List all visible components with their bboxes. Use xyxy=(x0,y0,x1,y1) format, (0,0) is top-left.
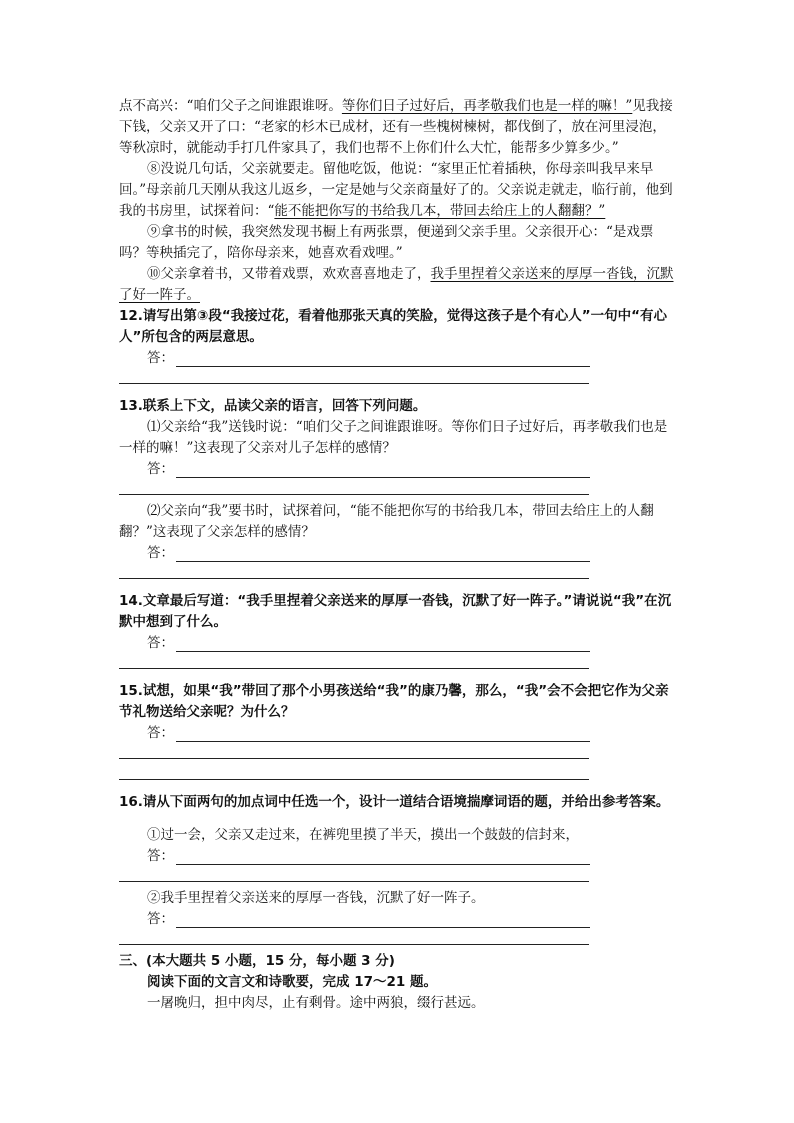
answer-line[interactable] xyxy=(176,561,590,562)
question-13: 13.联系上下文，品读父亲的语言，回答下列问题。 xyxy=(119,398,427,414)
passage-text: ⑩父亲拿着书，又带着戏票，欢欢喜喜地走了， xyxy=(147,266,431,282)
answer-label: 答： xyxy=(147,848,174,864)
passage-text: 点不高兴：“咱们父子之间谁跟谁呀。 xyxy=(119,98,342,114)
underlined-sentence: 我手里捏着父亲送来的厚厚一沓钱，沉默了好一阵子。 xyxy=(119,266,674,303)
passage-paragraph-9: ⑨拿书的时候，我突然发现书橱上有两张票，便递到父亲手里。父亲很开心：“是戏票吗？等秧插完了，陪你母亲来，她喜欢看戏哩。” xyxy=(119,224,654,261)
passage-paragraph-8 xyxy=(119,159,679,222)
answer-line[interactable] xyxy=(176,366,590,367)
answer-line-extra[interactable] xyxy=(119,480,679,501)
answer-label: 答： xyxy=(147,350,174,366)
question-16: 16.请从下面两句的加点词中任选一个，设计一道结合语境揣摩词语的题，并给出参考答案。 xyxy=(119,794,670,810)
question-15: 15.试想，如果“我”带回了那个小男孩送给“我”的康乃馨，那么，“我”会不会把它作为父亲节礼物送给父亲呢？为什么？ xyxy=(119,683,669,720)
answer-row-12 xyxy=(119,348,679,369)
answer-line[interactable] xyxy=(176,741,590,742)
question-12: 12.请写出第③段“我接过花，看着他那张天真的笑脸，觉得这孩子是个有心人”一句中“有心人”所包含的两层意思。 xyxy=(119,308,667,345)
underlined-sentence: 等你们日子过好后，再孝敬我们也是一样的嘛！” xyxy=(341,98,633,114)
answer-label: 答： xyxy=(147,545,174,561)
answer-row-16-2 xyxy=(119,909,679,930)
answer-line-extra[interactable] xyxy=(119,930,679,951)
passage-paragraph-10 xyxy=(119,264,679,306)
classical-text: 一屠晚归，担中肉尽，止有剩骨。途中两狼，缀行甚远。 xyxy=(147,995,485,1011)
question-16-sentence-2: ②我手里捏着父亲送来的厚厚一沓钱，沉默了好一阵子。 xyxy=(147,890,485,906)
question-16-sentence-1: ①过一会，父亲又走过来，在裤兜里摸了半天，摸出一个鼓鼓的信封来， xyxy=(147,827,579,843)
answer-line[interactable] xyxy=(176,651,590,652)
passage-text: 见我接下钱，父亲又开了口：“老家的杉木已成材，还有一些槐树楝树，都伐倒了，放在河里浸泡，等秋凉时，就能动手打几件家具了，我们也帮不上你们什么大忙，能帮多少算多少。” xyxy=(119,98,673,156)
answer-line-extra[interactable] xyxy=(119,369,679,390)
answer-line-extra[interactable] xyxy=(119,765,679,786)
answer-line[interactable] xyxy=(176,477,590,478)
answer-label: 答： xyxy=(147,461,174,477)
exam-page xyxy=(119,96,679,1014)
answer-line-extra[interactable] xyxy=(119,654,679,675)
passage-paragraph-7 xyxy=(119,96,679,159)
answer-line-extra[interactable] xyxy=(119,744,679,765)
answer-label: 答： xyxy=(147,635,174,651)
answer-line[interactable] xyxy=(176,864,590,865)
underlined-sentence: 能不能把你写的书给我几本，带回去给庄上的人翻翻？” xyxy=(274,203,606,219)
answer-line-extra[interactable] xyxy=(119,564,679,585)
answer-row-13-1 xyxy=(119,459,679,480)
section-3-instruction: 阅读下面的文言文和诗歌要，完成 17～21 题。 xyxy=(147,974,437,990)
question-13-part-1: ⑴父亲给“我”送钱时说：“咱们父子之间谁跟谁呀。等你们日子过好后，再孝敬我们也是一样的嘛！”这表现了父亲对儿子怎样的感情？ xyxy=(119,419,668,456)
answer-row-13-2 xyxy=(119,543,679,564)
question-14: 14.文章最后写道：“我手里捏着父亲送来的厚厚一沓钱，沉默了好一阵子。”请说说“我”在沉默中想到了什么。 xyxy=(119,593,672,630)
answer-row-14 xyxy=(119,633,679,654)
section-3-heading: 三、(本大题共 5 小题，15 分，每小题 3 分) xyxy=(119,953,395,969)
passage-text: ⑧没说几句话，父亲就要走。留他吃饭，他说：“家里正忙着插秧，你母亲叫我早来早回。”母亲前几天刚从我这儿返乡，一定是她与父亲商量好了的。父亲说走就走，临行前，他到我的书房里，试探着问：“ xyxy=(119,161,673,219)
question-13-part-2: ⑵父亲向“我”要书时，试探着问，“能不能把你写的书给我几本，带回去给庄上的人翻翻？”这表现了父亲怎样的感情？ xyxy=(119,503,654,540)
answer-label: 答： xyxy=(147,911,174,927)
answer-line-extra[interactable] xyxy=(119,867,679,888)
answer-row-15 xyxy=(119,723,679,744)
answer-line[interactable] xyxy=(176,927,590,928)
answer-row-16-1 xyxy=(119,846,679,867)
answer-label: 答： xyxy=(147,725,174,741)
